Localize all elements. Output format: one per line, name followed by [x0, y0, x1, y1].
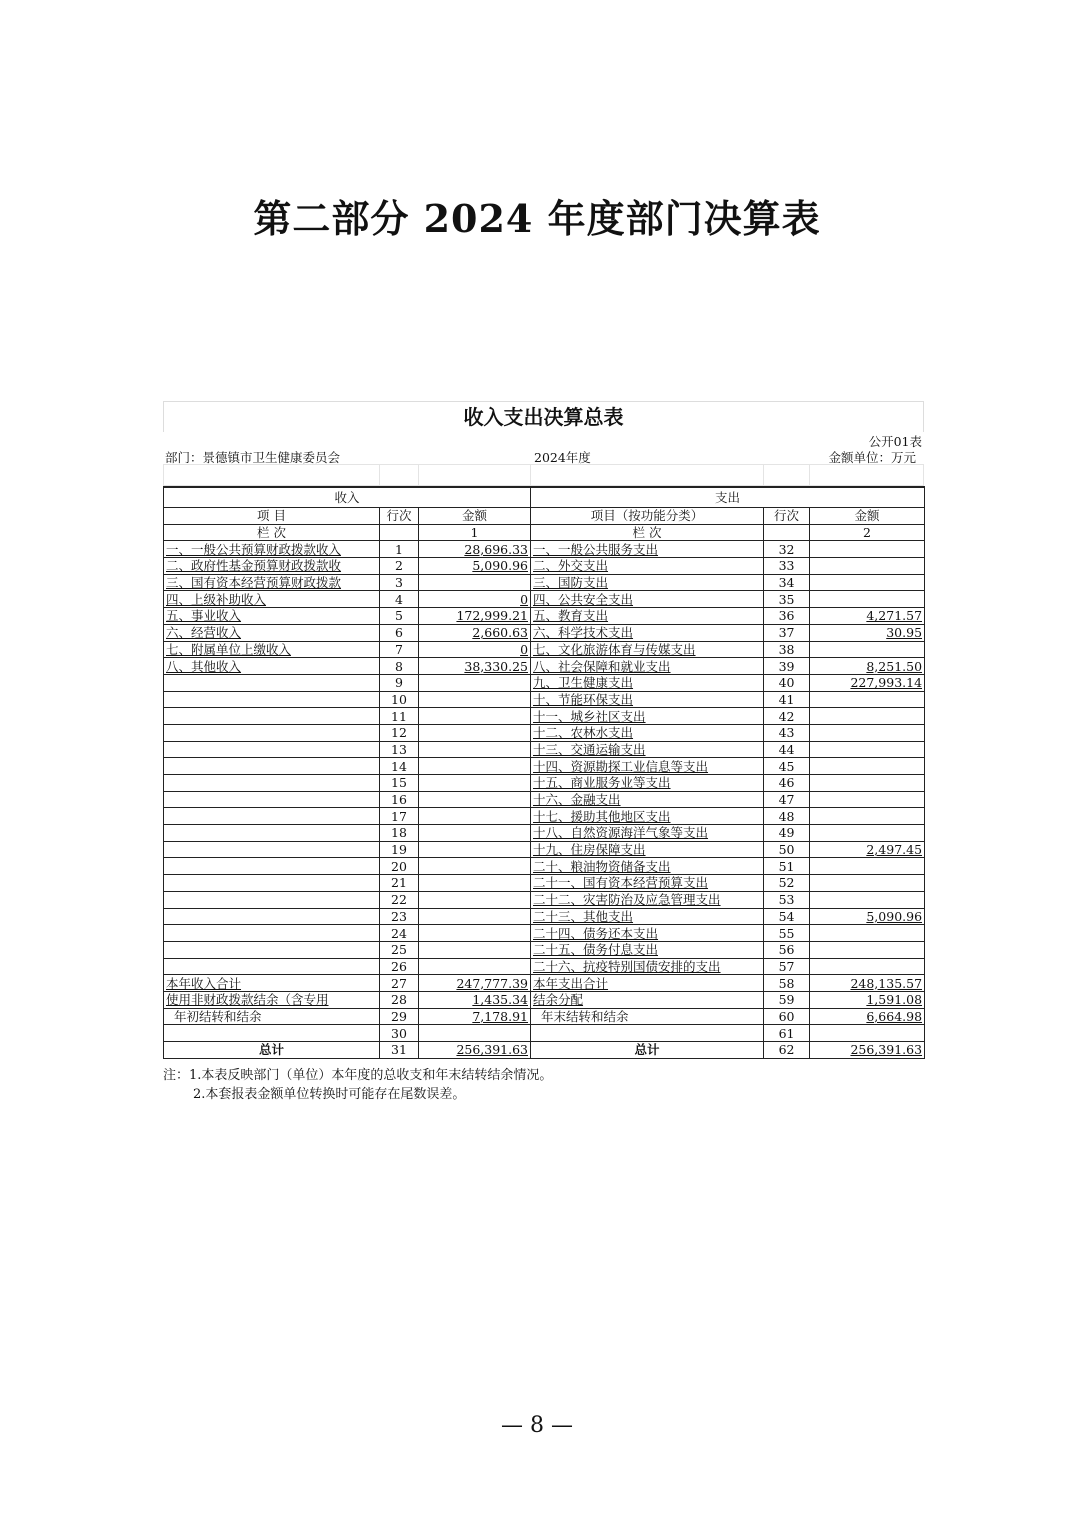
income-amount-cell	[419, 958, 531, 975]
expense-amount-cell	[810, 574, 925, 591]
table-row	[164, 925, 925, 942]
table-row	[164, 541, 925, 558]
income-amount-cell: 256,391.63	[419, 1042, 531, 1059]
income-item-cell	[164, 791, 380, 808]
table-row	[164, 691, 925, 708]
table-row	[164, 958, 925, 975]
expense-amount-cell	[810, 724, 925, 741]
expense-line-cell: 58	[764, 975, 810, 992]
expense-line-cell: 52	[764, 875, 810, 892]
table-row	[164, 1025, 925, 1042]
expense-item-cell: 十八、自然资源海洋气象等支出	[531, 825, 764, 842]
income-line-cell: 22	[380, 891, 419, 908]
income-line-cell: 3	[380, 574, 419, 591]
expense-line-cell: 38	[764, 641, 810, 658]
sheet-meta-row	[163, 448, 924, 464]
table-row	[164, 1008, 925, 1025]
income-item-cell	[164, 925, 380, 942]
income-line-cell: 11	[380, 708, 419, 725]
expense-item-cell: 一、一般公共服务支出	[531, 541, 764, 558]
income-line-cell: 23	[380, 908, 419, 925]
table-row	[164, 608, 925, 625]
table-row	[164, 758, 925, 775]
expense-item-cell: 十三、交通运输支出	[531, 741, 764, 758]
col-amount2-header: 金额	[810, 508, 925, 525]
expense-item-cell: 四、公共安全支出	[531, 591, 764, 608]
income-amount-cell	[419, 691, 531, 708]
expense-line-cell: 40	[764, 674, 810, 691]
income-item-cell	[164, 825, 380, 842]
table-row	[164, 574, 925, 591]
income-line-cell: 27	[380, 975, 419, 992]
income-amount-cell	[419, 908, 531, 925]
expense-amount-cell: 5,090.96	[810, 908, 925, 925]
row-label-num2: 2	[810, 524, 925, 541]
expense-amount-cell	[810, 741, 925, 758]
income-item-cell	[164, 741, 380, 758]
table-row	[164, 841, 925, 858]
expense-line-cell: 59	[764, 991, 810, 1008]
income-line-cell: 30	[380, 1025, 419, 1042]
expense-item-cell: 二十一、国有资本经营预算支出	[531, 875, 764, 892]
expense-line-cell: 42	[764, 708, 810, 725]
income-line-cell: 4	[380, 591, 419, 608]
income-amount-cell	[419, 741, 531, 758]
expense-line-cell: 39	[764, 658, 810, 675]
section-header-row	[164, 487, 925, 508]
expense-amount-cell: 256,391.63	[810, 1042, 925, 1059]
empty-cell	[764, 524, 810, 541]
expense-line-cell: 51	[764, 858, 810, 875]
expense-item-cell: 二十三、其他支出	[531, 908, 764, 925]
expense-amount-cell	[810, 775, 925, 792]
income-item-cell: 一、一般公共预算财政拨款收入	[164, 541, 380, 558]
expense-item-cell: 年末结转和结余	[531, 1008, 764, 1025]
expense-amount-cell	[810, 825, 925, 842]
expense-item-cell: 十四、资源勘探工业信息等支出	[531, 758, 764, 775]
table-row	[164, 908, 925, 925]
expense-item-cell: 十、节能环保支出	[531, 691, 764, 708]
expense-amount-cell	[810, 558, 925, 575]
page-title: 第二部分 2024 年度部门决算表	[253, 196, 821, 241]
expense-amount-cell: 248,135.57	[810, 975, 925, 992]
income-line-cell: 28	[380, 991, 419, 1008]
income-item-cell: 四、上级补助收入	[164, 591, 380, 608]
income-line-cell: 10	[380, 691, 419, 708]
income-amount-cell	[419, 791, 531, 808]
empty-cell	[380, 524, 419, 541]
income-line-cell: 6	[380, 624, 419, 641]
expense-line-cell: 41	[764, 691, 810, 708]
income-item-cell	[164, 1025, 380, 1042]
table-row	[164, 724, 925, 741]
table-row	[164, 975, 925, 992]
income-line-cell: 16	[380, 791, 419, 808]
expense-item-cell: 五、教育支出	[531, 608, 764, 625]
income-item-cell: 总计	[164, 1042, 380, 1059]
income-item-cell: 五、事业收入	[164, 608, 380, 625]
expense-amount-cell	[810, 708, 925, 725]
col-amount-header: 金额	[419, 508, 531, 525]
table-row	[164, 558, 925, 575]
income-amount-cell	[419, 775, 531, 792]
income-line-cell: 29	[380, 1008, 419, 1025]
expense-line-cell: 33	[764, 558, 810, 575]
expense-amount-cell	[810, 758, 925, 775]
expense-item-cell: 总计	[531, 1042, 764, 1059]
income-line-cell: 9	[380, 674, 419, 691]
expense-line-cell: 61	[764, 1025, 810, 1042]
income-line-cell: 1	[380, 541, 419, 558]
expense-amount-cell	[810, 691, 925, 708]
table-row	[164, 858, 925, 875]
income-item-cell	[164, 758, 380, 775]
expense-amount-cell	[810, 641, 925, 658]
table-row	[164, 941, 925, 958]
expense-header: 支出	[531, 487, 925, 508]
income-amount-cell	[419, 574, 531, 591]
income-line-cell: 13	[380, 741, 419, 758]
income-line-cell: 14	[380, 758, 419, 775]
table-row	[164, 641, 925, 658]
income-item-cell: 七、附属单位上缴收入	[164, 641, 380, 658]
table-row	[164, 741, 925, 758]
income-item-cell	[164, 775, 380, 792]
expense-item-cell: 三、国防支出	[531, 574, 764, 591]
income-amount-cell: 2,660.63	[419, 624, 531, 641]
table-row	[164, 991, 925, 1008]
income-line-cell: 24	[380, 925, 419, 942]
expense-line-cell: 32	[764, 541, 810, 558]
table-row	[164, 674, 925, 691]
fiscal-year: 2024年度	[534, 450, 591, 465]
expense-amount-cell	[810, 858, 925, 875]
table-row	[164, 624, 925, 641]
expense-line-cell: 56	[764, 941, 810, 958]
income-line-cell: 15	[380, 775, 419, 792]
income-item-cell: 三、国有资本经营预算财政拨款	[164, 574, 380, 591]
row-label-num1: 1	[419, 524, 531, 541]
table-row	[164, 658, 925, 675]
income-item-cell	[164, 841, 380, 858]
column-header-row	[164, 508, 925, 525]
expense-amount-cell	[810, 875, 925, 892]
income-amount-cell	[419, 825, 531, 842]
col-line-header: 行次	[380, 508, 419, 525]
budget-summary-sheet	[163, 401, 924, 1059]
col-item-func-header: 项目（按功能分类）	[531, 508, 764, 525]
income-item-cell: 使用非财政拨款结余（含专用	[164, 991, 380, 1008]
expense-line-cell: 49	[764, 825, 810, 842]
income-line-cell: 20	[380, 858, 419, 875]
income-expense-table	[163, 486, 925, 1059]
expense-amount-cell	[810, 541, 925, 558]
table-row	[164, 708, 925, 725]
note-line-1: 注：1.本表反映部门（单位）本年度的总收支和年末结转结余情况。	[163, 1068, 553, 1083]
row-label: 栏 次	[164, 524, 380, 541]
expense-item-cell: 八、社会保障和就业支出	[531, 658, 764, 675]
expense-amount-cell	[810, 925, 925, 942]
income-line-cell: 21	[380, 875, 419, 892]
expense-amount-cell	[810, 941, 925, 958]
table-row	[164, 1042, 925, 1059]
row-label2: 栏 次	[531, 524, 764, 541]
income-amount-cell: 5,090.96	[419, 558, 531, 575]
spacer-row	[163, 464, 924, 486]
note-line-2: 2.本套报表金额单位转换时可能存在尾数误差。	[193, 1087, 466, 1102]
amount-unit: 金额单位：万元	[828, 450, 916, 465]
table-row	[164, 791, 925, 808]
expense-item-cell: 二十六、抗疫特别国债安排的支出	[531, 958, 764, 975]
column-index-row	[164, 524, 925, 541]
expense-amount-cell: 1,591.08	[810, 991, 925, 1008]
income-item-cell	[164, 958, 380, 975]
income-amount-cell: 172,999.21	[419, 608, 531, 625]
income-amount-cell	[419, 891, 531, 908]
income-amount-cell	[419, 758, 531, 775]
expense-amount-cell	[810, 791, 925, 808]
income-amount-cell: 28,696.33	[419, 541, 531, 558]
expense-line-cell: 37	[764, 624, 810, 641]
income-item-cell	[164, 708, 380, 725]
expense-line-cell: 36	[764, 608, 810, 625]
income-line-cell: 25	[380, 941, 419, 958]
expense-line-cell: 46	[764, 775, 810, 792]
expense-item-cell: 二十、粮油物资储备支出	[531, 858, 764, 875]
income-amount-cell: 0	[419, 641, 531, 658]
expense-amount-cell: 6,664.98	[810, 1008, 925, 1025]
expense-amount-cell	[810, 891, 925, 908]
expense-line-cell: 60	[764, 1008, 810, 1025]
expense-item-cell: 六、科学技术支出	[531, 624, 764, 641]
income-amount-cell	[419, 708, 531, 725]
expense-line-cell: 55	[764, 925, 810, 942]
expense-amount-cell	[810, 808, 925, 825]
col-line2-header: 行次	[764, 508, 810, 525]
expense-line-cell: 47	[764, 791, 810, 808]
expense-amount-cell	[810, 958, 925, 975]
expense-amount-cell	[810, 1025, 925, 1042]
expense-item-cell: 本年支出合计	[531, 975, 764, 992]
income-header: 收入	[164, 487, 531, 508]
income-line-cell: 18	[380, 825, 419, 842]
expense-item-cell: 二、外交支出	[531, 558, 764, 575]
income-line-cell: 19	[380, 841, 419, 858]
expense-item-cell: 十七、援助其他地区支出	[531, 808, 764, 825]
income-line-cell: 7	[380, 641, 419, 658]
income-line-cell: 12	[380, 724, 419, 741]
income-line-cell: 5	[380, 608, 419, 625]
expense-line-cell: 53	[764, 891, 810, 908]
income-line-cell: 31	[380, 1042, 419, 1059]
income-amount-cell	[419, 941, 531, 958]
income-item-cell	[164, 908, 380, 925]
expense-line-cell: 44	[764, 741, 810, 758]
table-row	[164, 875, 925, 892]
expense-line-cell: 35	[764, 591, 810, 608]
income-item-cell: 本年收入合计	[164, 975, 380, 992]
income-amount-cell: 38,330.25	[419, 658, 531, 675]
income-item-cell	[164, 691, 380, 708]
expense-item-cell: 七、文化旅游体育与传媒支出	[531, 641, 764, 658]
expense-item-cell: 二十四、债务还本支出	[531, 925, 764, 942]
expense-line-cell: 62	[764, 1042, 810, 1059]
income-line-cell: 17	[380, 808, 419, 825]
expense-amount-cell: 2,497.45	[810, 841, 925, 858]
expense-line-cell: 48	[764, 808, 810, 825]
col-item-header: 项 目	[164, 508, 380, 525]
income-amount-cell: 1,435.34	[419, 991, 531, 1008]
expense-amount-cell: 30.95	[810, 624, 925, 641]
income-line-cell: 26	[380, 958, 419, 975]
table-row	[164, 808, 925, 825]
expense-item-cell: 十一、城乡社区支出	[531, 708, 764, 725]
income-item-cell	[164, 808, 380, 825]
table-row	[164, 891, 925, 908]
income-amount-cell	[419, 925, 531, 942]
income-item-cell	[164, 674, 380, 691]
department-label: 部门：景德镇市卫生健康委员会	[165, 450, 341, 465]
income-amount-cell	[419, 1025, 531, 1042]
form-code-row	[163, 432, 924, 448]
income-item-cell	[164, 858, 380, 875]
income-amount-cell	[419, 858, 531, 875]
table-notes	[163, 1066, 552, 1104]
income-amount-cell	[419, 808, 531, 825]
income-amount-cell: 0	[419, 591, 531, 608]
income-amount-cell	[419, 674, 531, 691]
page-number: — 8 —	[501, 1413, 573, 1438]
expense-amount-cell: 8,251.50	[810, 658, 925, 675]
income-item-cell	[164, 724, 380, 741]
expense-item-cell: 十五、商业服务业等支出	[531, 775, 764, 792]
table-row	[164, 775, 925, 792]
income-item-cell: 六、经营收入	[164, 624, 380, 641]
income-item-cell: 八、其他收入	[164, 658, 380, 675]
sheet-caption: 收入支出决算总表	[163, 401, 924, 432]
expense-item-cell: 九、卫生健康支出	[531, 674, 764, 691]
income-item-cell	[164, 941, 380, 958]
expense-amount-cell: 227,993.14	[810, 674, 925, 691]
income-amount-cell: 247,777.39	[419, 975, 531, 992]
expense-amount-cell: 4,271.57	[810, 608, 925, 625]
expense-item-cell: 十二、农林水支出	[531, 724, 764, 741]
income-item-cell	[164, 875, 380, 892]
income-item-cell: 年初结转和结余	[164, 1008, 380, 1025]
expense-line-cell: 50	[764, 841, 810, 858]
income-item-cell: 二、政府性基金预算财政拨款收	[164, 558, 380, 575]
income-amount-cell	[419, 841, 531, 858]
expense-line-cell: 34	[764, 574, 810, 591]
expense-item-cell	[531, 1025, 764, 1042]
expense-item-cell: 结余分配	[531, 991, 764, 1008]
expense-item-cell: 十九、住房保障支出	[531, 841, 764, 858]
expense-line-cell: 54	[764, 908, 810, 925]
table-row	[164, 825, 925, 842]
income-line-cell: 2	[380, 558, 419, 575]
expense-line-cell: 57	[764, 958, 810, 975]
expense-item-cell: 二十二、灾害防治及应急管理支出	[531, 891, 764, 908]
income-amount-cell	[419, 875, 531, 892]
income-amount-cell	[419, 724, 531, 741]
income-amount-cell: 7,178.91	[419, 1008, 531, 1025]
income-item-cell	[164, 891, 380, 908]
income-line-cell: 8	[380, 658, 419, 675]
expense-item-cell: 二十五、债务付息支出	[531, 941, 764, 958]
expense-amount-cell	[810, 591, 925, 608]
expense-line-cell: 45	[764, 758, 810, 775]
form-code: 公开01表	[868, 434, 922, 449]
expense-item-cell: 十六、金融支出	[531, 791, 764, 808]
expense-line-cell: 43	[764, 724, 810, 741]
table-row	[164, 591, 925, 608]
